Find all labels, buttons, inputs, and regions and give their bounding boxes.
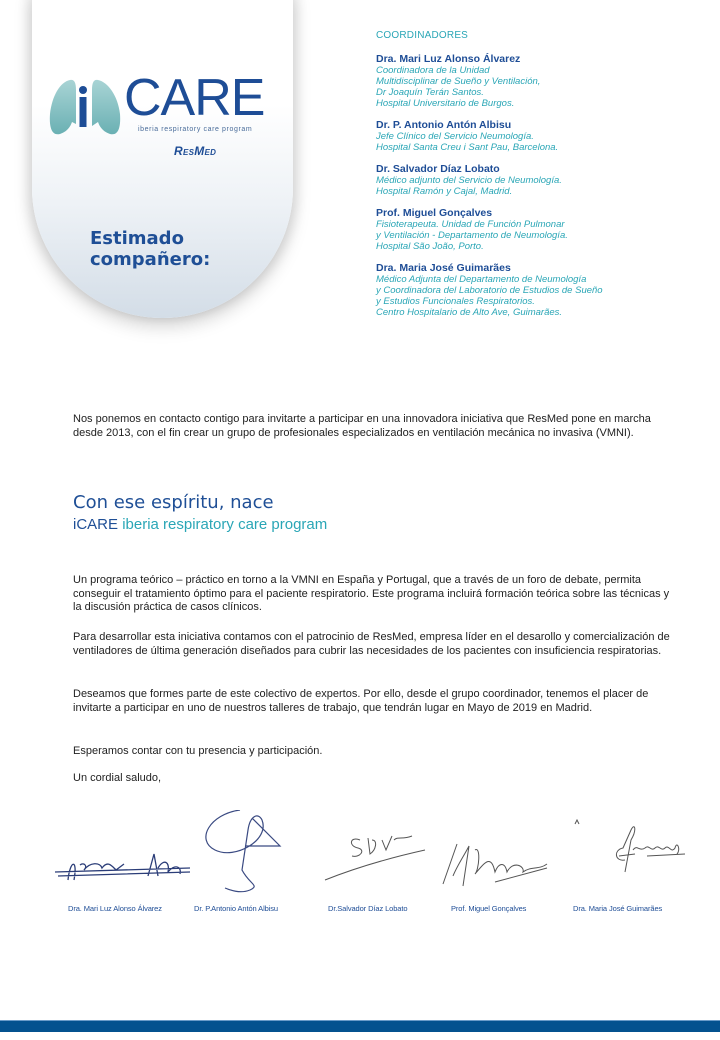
greeting-line2: compañero: bbox=[90, 249, 211, 270]
coordinator bbox=[376, 163, 696, 197]
signature-name: Prof. Miguel Gonçalves bbox=[451, 904, 527, 913]
coordinator-detail: Hospital Santa Creu i Sant Pau, Barcelona. bbox=[376, 142, 559, 153]
signature-block bbox=[565, 810, 715, 920]
body-paragraph: Deseamos que formes parte de este colectivo de expertos. Por ello, desde el grupo coordinador, tenemos el placer de invitarte a participar en uno de nuestros talleres de trabajo, que tendrán lugar en Mayo de 2019 en Madrid. bbox=[73, 688, 649, 714]
coordinator bbox=[376, 119, 696, 153]
closing-salutation: Un cordial saludo, bbox=[73, 772, 162, 784]
coordinator-detail: Médico Adjunta del Departamento de Neumología bbox=[376, 274, 587, 285]
coordinator-detail: Dr Joaquín Terán Santos. bbox=[376, 87, 484, 98]
subheading-brand: iCARE bbox=[73, 516, 119, 533]
greeting-line1: Estimado bbox=[90, 228, 184, 249]
section-heading: Con ese espíritu, nace bbox=[73, 492, 274, 513]
coordinators-list bbox=[376, 30, 696, 328]
greeting bbox=[90, 228, 210, 270]
coordinator bbox=[376, 53, 696, 109]
signatures-row bbox=[40, 810, 720, 920]
coordinator-detail: y Ventilación - Departamento de Neumología. bbox=[376, 230, 568, 241]
coordinator-detail: Hospital São João, Porto. bbox=[376, 241, 484, 252]
signature-image bbox=[50, 810, 190, 900]
intro-paragraph: Nos ponemos en contacto contigo para invitarte a participar en una innovadora iniciativa que ResMed pone en marcha desde 2013, con el fin crear un grupo de profesionales especializados en ventilación mecánica no invasiva (VMNI). bbox=[73, 413, 651, 439]
coordinator-name: Prof. Miguel Gonçalves bbox=[376, 207, 493, 219]
footer-bar bbox=[0, 1020, 720, 1032]
coordinator-name: Dra. Mari Luz Alonso Álvarez bbox=[376, 53, 521, 65]
coordinator bbox=[376, 262, 696, 318]
coordinator bbox=[376, 207, 696, 252]
coordinator-name: Dra. Maria José Guimarães bbox=[376, 262, 511, 274]
lungs-icon bbox=[48, 74, 128, 144]
signature-block bbox=[435, 810, 565, 920]
signature-image bbox=[190, 810, 320, 900]
coordinator-detail: Coordinadora de la Unidad bbox=[376, 65, 490, 76]
signature-name: Dr. P.Antonio Antón Albisu bbox=[194, 904, 278, 913]
signature-name: Dr.Salvador Díaz Lobato bbox=[328, 904, 408, 913]
coordinator-detail: Jefe Clínico del Servicio Neumología. bbox=[376, 131, 534, 142]
signature-name: Dra. Maria José Guimarães bbox=[573, 904, 663, 913]
body-paragraph: Esperamos contar con tu presencia y participación. bbox=[73, 745, 323, 757]
coordinator-detail: y Coordinadora del Laboratorio de Estudios de Sueño bbox=[376, 285, 603, 296]
body-paragraph: Un programa teórico – práctico en torno a la VMNI en España y Portugal, que a través de un foro de debate, permita conseguir el tratamiento óptimo para el paciente respiratorio. Este programa incluirá formación teórica sobre las técnicas y la discusión práctica de casos clínicos. bbox=[73, 574, 670, 613]
coordinator-detail: Hospital Universitario de Burgos. bbox=[376, 98, 515, 109]
coordinator-detail: Multidisciplinar de Sueño y Ventilación, bbox=[376, 76, 541, 87]
coordinator-name: Dr. Salvador Díaz Lobato bbox=[376, 163, 500, 175]
logo-brand: CARE bbox=[124, 69, 265, 127]
coordinator-detail: y Estudios Funcionales Respiratorios. bbox=[376, 296, 535, 307]
coordinators-title: COORDINADORES bbox=[376, 30, 469, 41]
coordinator-detail: Médico adjunto del Servicio de Neumología. bbox=[376, 175, 562, 186]
signature-block bbox=[50, 810, 190, 920]
resmed-logo: ResMed bbox=[174, 144, 217, 158]
signature-image bbox=[565, 810, 715, 900]
signature-block bbox=[190, 810, 320, 920]
subheading-text: iberia respiratory care program bbox=[122, 516, 328, 533]
icare-logo bbox=[48, 69, 273, 174]
section-subheading bbox=[73, 516, 327, 533]
signature-image bbox=[435, 810, 565, 900]
signature-image bbox=[320, 810, 440, 900]
coordinator-name: Dr. P. Antonio Antón Albisu bbox=[376, 119, 512, 131]
logo-tagline: iberia respiratory care program bbox=[138, 126, 253, 133]
signature-block bbox=[320, 810, 440, 920]
coordinator-detail: Fisioterapeuta. Unidad de Función Pulmonar bbox=[376, 219, 565, 230]
coordinator-detail: Hospital Ramón y Cajal, Madrid. bbox=[376, 186, 513, 197]
body-paragraph: Para desarrollar esta iniciativa contamos con el patrocinio de ResMed, empresa líder en el desarollo y comercialización de ventiladores de última generación diseñados para cubrir las necesidades de los pacientes con insuficiencia respiratorias. bbox=[73, 631, 670, 657]
signature-name: Dra. Mari Luz Alonso Álvarez bbox=[68, 904, 162, 913]
coordinator-detail: Centro Hospitalario de Alto Ave, Guimarães. bbox=[376, 307, 563, 318]
